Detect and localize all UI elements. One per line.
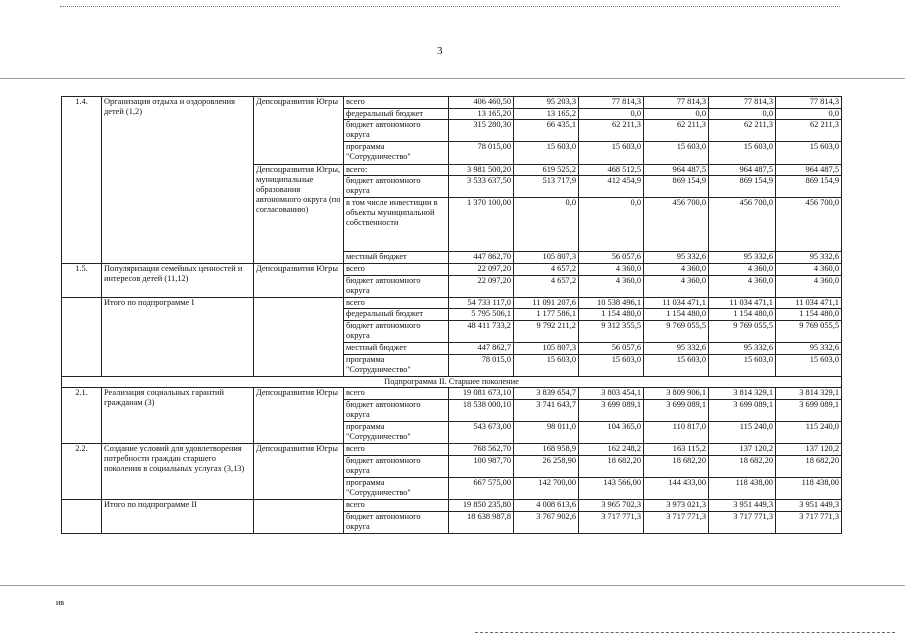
budget-table [61, 96, 842, 534]
amount-cell: 15 603,0 [709, 354, 776, 376]
page-number: 3 [437, 45, 443, 57]
funding-source: всего: [344, 164, 449, 176]
amount-cell: 5 795 506,1 [449, 309, 514, 321]
amount-cell: 105 807,3 [514, 343, 579, 355]
amount-cell: 54 733 117,0 [449, 297, 514, 309]
amount-cell: 0,0 [579, 108, 644, 120]
amount-cell: 105 807,3 [514, 252, 579, 264]
row-number [62, 297, 102, 376]
amount-cell: 4 360,0 [776, 263, 842, 275]
amount-cell: 3 809 906,1 [644, 388, 709, 400]
amount-cell: 62 211,3 [709, 120, 776, 142]
amount-cell: 9 769 055,5 [709, 320, 776, 342]
amount-cell: 667 575,00 [449, 478, 514, 500]
amount-cell: 0,0 [514, 198, 579, 252]
amount-cell: 62 211,3 [579, 120, 644, 142]
amount-cell: 163 115,2 [644, 444, 709, 456]
amount-cell: 15 603,0 [514, 142, 579, 164]
amount-cell: 11 034 471,1 [644, 297, 709, 309]
table-row [62, 297, 842, 309]
amount-cell: 3 741 643,7 [514, 400, 579, 422]
executor [254, 297, 344, 376]
amount-cell: 104 365,0 [579, 422, 644, 444]
amount-cell: 406 460,50 [449, 97, 514, 109]
funding-source: всего [344, 500, 449, 512]
amount-cell: 77 814,3 [579, 97, 644, 109]
amount-cell: 9 312 355,5 [579, 320, 644, 342]
measure-name: Итого по подпрограмме I [102, 297, 254, 376]
amount-cell: 66 435,1 [514, 120, 579, 142]
amount-cell: 48 411 733,2 [449, 320, 514, 342]
amount-cell: 1 154 480,0 [579, 309, 644, 321]
amount-cell: 95 332,6 [644, 252, 709, 264]
amount-cell: 619 525,2 [514, 164, 579, 176]
row-number: 2.2. [62, 444, 102, 500]
amount-cell: 3 951 449,3 [776, 500, 842, 512]
amount-cell: 18 682,20 [709, 456, 776, 478]
amount-cell: 95 332,6 [709, 252, 776, 264]
amount-cell: 56 057,6 [579, 343, 644, 355]
amount-cell: 9 769 055,5 [776, 320, 842, 342]
amount-cell: 964 487,5 [709, 164, 776, 176]
section-title: Подпрограмма II. Старшее поколение [62, 376, 842, 388]
amount-cell: 100 987,70 [449, 456, 514, 478]
amount-cell: 22 097,20 [449, 263, 514, 275]
amount-cell: 78 015,0 [449, 354, 514, 376]
amount-cell: 456 700,0 [776, 198, 842, 252]
amount-cell: 0,0 [709, 108, 776, 120]
amount-cell: 11 034 471,1 [709, 297, 776, 309]
amount-cell: 110 817,0 [644, 422, 709, 444]
amount-cell: 3 814 329,1 [776, 388, 842, 400]
amount-cell: 18 538 000,10 [449, 400, 514, 422]
amount-cell: 3 951 449,3 [709, 500, 776, 512]
amount-cell: 468 512,5 [579, 164, 644, 176]
amount-cell: 115 240,0 [776, 422, 842, 444]
amount-cell: 143 566,00 [579, 478, 644, 500]
amount-cell: 456 700,0 [709, 198, 776, 252]
amount-cell: 3 717 771,3 [644, 512, 709, 534]
amount-cell: 315 280,30 [449, 120, 514, 142]
amount-cell: 3 839 654,7 [514, 388, 579, 400]
funding-source: бюджет автономного округа [344, 512, 449, 534]
amount-cell: 95 332,6 [644, 343, 709, 355]
amount-cell: 4 657,2 [514, 263, 579, 275]
amount-cell: 15 603,0 [644, 142, 709, 164]
amount-cell: 1 154 480,0 [776, 309, 842, 321]
executor: Депсоцразвития Югры [254, 263, 344, 297]
amount-cell: 118 438,00 [709, 478, 776, 500]
measure-name: Создание условий для удовлетворения потребности граждан старшего поколения в социальных услугах (3,13) [102, 444, 254, 500]
amount-cell: 1 370 100,00 [449, 198, 514, 252]
amount-cell: 137 120,2 [709, 444, 776, 456]
amount-cell: 0,0 [644, 108, 709, 120]
amount-cell: 168 958,9 [514, 444, 579, 456]
executor: Депсоцразвития Югры, муниципальные образования автономного округа (по согласованию) [254, 164, 344, 263]
funding-source: федеральный бюджет [344, 108, 449, 120]
amount-cell: 447 862,70 [449, 252, 514, 264]
row-number: 1.5. [62, 263, 102, 297]
amount-cell: 3 533 637,50 [449, 176, 514, 198]
funding-source: в том числе инвестиции в объекты муниципальной собственности [344, 198, 449, 252]
footer-note: ив [56, 598, 65, 607]
executor: Депсоцразвития Югры [254, 97, 344, 165]
funding-source: бюджет автономного округа [344, 275, 449, 297]
table-row [62, 444, 842, 456]
amount-cell: 1 154 480,0 [709, 309, 776, 321]
amount-cell: 15 603,0 [644, 354, 709, 376]
amount-cell: 4 008 613,6 [514, 500, 579, 512]
amount-cell: 15 603,0 [579, 354, 644, 376]
amount-cell: 95 332,6 [776, 252, 842, 264]
amount-cell: 62 211,3 [776, 120, 842, 142]
funding-source: всего [344, 97, 449, 109]
amount-cell: 4 360,0 [709, 263, 776, 275]
amount-cell: 18 682,20 [644, 456, 709, 478]
amount-cell: 3 699 089,1 [579, 400, 644, 422]
amount-cell: 3 717 771,3 [709, 512, 776, 534]
amount-cell: 19 081 673,10 [449, 388, 514, 400]
amount-cell: 4 657,2 [514, 275, 579, 297]
amount-cell: 15 603,0 [709, 142, 776, 164]
amount-cell: 15 603,0 [514, 354, 579, 376]
amount-cell: 3 973 021,3 [644, 500, 709, 512]
funding-source: местный бюджет [344, 252, 449, 264]
amount-cell: 22 097,20 [449, 275, 514, 297]
amount-cell: 118 438,00 [776, 478, 842, 500]
amount-cell: 0,0 [776, 108, 842, 120]
amount-cell: 18 638 987,8 [449, 512, 514, 534]
funding-source: всего [344, 388, 449, 400]
executor [254, 500, 344, 534]
amount-cell: 513 717,9 [514, 176, 579, 198]
amount-cell: 543 673,00 [449, 422, 514, 444]
amount-cell: 3 965 702,3 [579, 500, 644, 512]
amount-cell: 11 034 471,1 [776, 297, 842, 309]
amount-cell: 447 862,7 [449, 343, 514, 355]
amount-cell: 869 154,9 [776, 176, 842, 198]
funding-source: бюджет автономного округа [344, 120, 449, 142]
table-row [62, 388, 842, 400]
amount-cell: 162 248,2 [579, 444, 644, 456]
row-number: 2.1. [62, 388, 102, 444]
amount-cell: 964 487,5 [776, 164, 842, 176]
funding-source: бюджет автономного округа [344, 176, 449, 198]
amount-cell: 1 154 480,0 [644, 309, 709, 321]
measure-name: Организация отдыха и оздоровления детей (1,2) [102, 97, 254, 264]
amount-cell: 4 360,0 [709, 275, 776, 297]
amount-cell: 95 332,6 [776, 343, 842, 355]
executor: Депсоцразвития Югры [254, 444, 344, 500]
funding-source: всего [344, 297, 449, 309]
funding-source: местный бюджет [344, 343, 449, 355]
amount-cell: 15 603,0 [776, 142, 842, 164]
amount-cell: 964 487,5 [644, 164, 709, 176]
amount-cell: 77 814,3 [709, 97, 776, 109]
amount-cell: 3 717 771,3 [579, 512, 644, 534]
amount-cell: 4 360,0 [776, 275, 842, 297]
amount-cell: 19 850 235,80 [449, 500, 514, 512]
amount-cell: 3 699 089,1 [709, 400, 776, 422]
amount-cell: 9 769 055,5 [644, 320, 709, 342]
amount-cell: 869 154,9 [709, 176, 776, 198]
amount-cell: 78 015,00 [449, 142, 514, 164]
amount-cell: 11 091 207,6 [514, 297, 579, 309]
amount-cell: 10 538 496,1 [579, 297, 644, 309]
amount-cell: 4 360,0 [579, 263, 644, 275]
measure-name: Популяризация семейных ценностей и интересов детей (11,12) [102, 263, 254, 297]
amount-cell: 56 057,6 [579, 252, 644, 264]
funding-source: бюджет автономного округа [344, 320, 449, 342]
footer-rule [0, 585, 905, 586]
amount-cell: 95 203,3 [514, 97, 579, 109]
funding-source: программа "Сотрудничество" [344, 478, 449, 500]
amount-cell: 95 332,6 [709, 343, 776, 355]
amount-cell: 3 717 771,3 [776, 512, 842, 534]
table-row [62, 263, 842, 275]
header-rule [0, 78, 905, 79]
amount-cell: 77 814,3 [644, 97, 709, 109]
executor: Депсоцразвития Югры [254, 388, 344, 444]
amount-cell: 9 792 211,2 [514, 320, 579, 342]
budget-table-body [62, 97, 842, 534]
section-row [62, 376, 842, 388]
row-number: 1.4. [62, 97, 102, 264]
amount-cell: 3 699 089,1 [644, 400, 709, 422]
funding-source: программа "Сотрудничество" [344, 354, 449, 376]
amount-cell: 15 603,0 [776, 354, 842, 376]
table-row [62, 97, 842, 109]
measure-name: Итого по подпрограмме II [102, 500, 254, 534]
amount-cell: 144 433,00 [644, 478, 709, 500]
amount-cell: 137 120,2 [776, 444, 842, 456]
funding-source: бюджет автономного округа [344, 400, 449, 422]
amount-cell: 142 700,00 [514, 478, 579, 500]
scan-top-edge [60, 6, 840, 7]
amount-cell: 412 454,9 [579, 176, 644, 198]
amount-cell: 13 165,20 [449, 108, 514, 120]
amount-cell: 0,0 [579, 198, 644, 252]
funding-source: федеральный бюджет [344, 309, 449, 321]
funding-source: всего [344, 444, 449, 456]
funding-source: программа "Сотрудничество" [344, 422, 449, 444]
amount-cell: 768 562,70 [449, 444, 514, 456]
amount-cell: 869 154,9 [644, 176, 709, 198]
amount-cell: 4 360,0 [579, 275, 644, 297]
funding-source: программа "Сотрудничество" [344, 142, 449, 164]
amount-cell: 18 682,20 [776, 456, 842, 478]
amount-cell: 62 211,3 [644, 120, 709, 142]
amount-cell: 15 603,0 [579, 142, 644, 164]
amount-cell: 77 814,3 [776, 97, 842, 109]
scan-bottom-edge [475, 632, 895, 633]
amount-cell: 3 814 329,1 [709, 388, 776, 400]
amount-cell: 13 165,2 [514, 108, 579, 120]
measure-name: Реализация социальных гарантий гражданам (3) [102, 388, 254, 444]
amount-cell: 3 803 454,1 [579, 388, 644, 400]
amount-cell: 115 240,0 [709, 422, 776, 444]
amount-cell: 3 767 902,6 [514, 512, 579, 534]
amount-cell: 18 682,20 [579, 456, 644, 478]
amount-cell: 98 011,0 [514, 422, 579, 444]
amount-cell: 26 258,90 [514, 456, 579, 478]
funding-source: всего [344, 263, 449, 275]
amount-cell: 3 981 500,20 [449, 164, 514, 176]
row-number [62, 500, 102, 534]
amount-cell: 456 700,0 [644, 198, 709, 252]
amount-cell: 1 177 586,1 [514, 309, 579, 321]
table-row [62, 500, 842, 512]
funding-source: бюджет автономного округа [344, 456, 449, 478]
amount-cell: 4 360,0 [644, 263, 709, 275]
amount-cell: 4 360,0 [644, 275, 709, 297]
amount-cell: 3 699 089,1 [776, 400, 842, 422]
